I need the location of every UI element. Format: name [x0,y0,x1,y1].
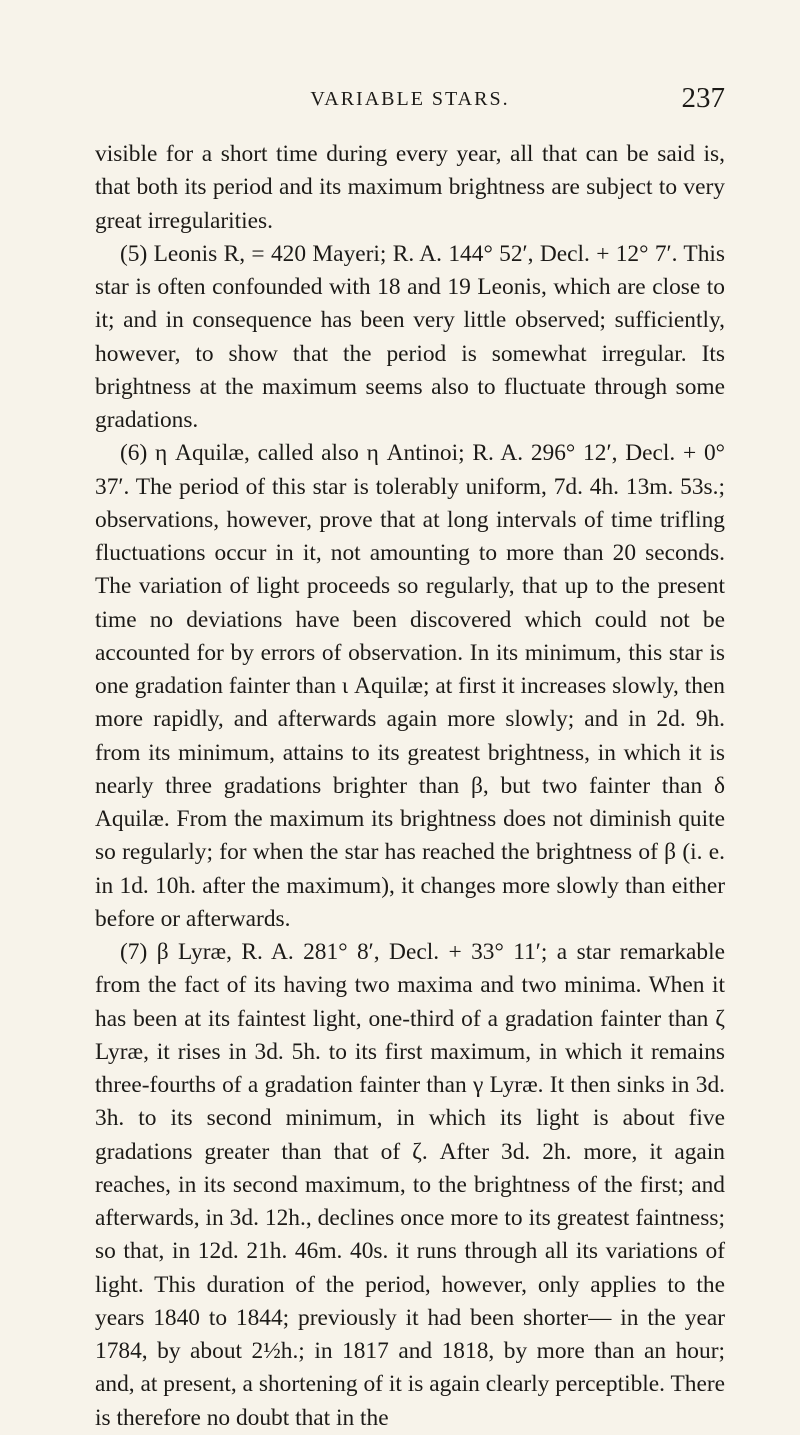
paragraph-beta-lyrae: (7) β Lyræ, R. A. 281° 8′, Decl. + 33° 11′; a star remarkable from the fact of its having two maxima and two minima. When it has been at its faintest light, one-third of a gradation fainter than ζ Lyræ, it rises in 3d. 5h. to its first maximum, in which it remains three-fourths of a gradation fainter than γ Lyræ. It then sinks in 3d. 3h. to its second minimum, in which its light is about five gradations greater than that of ζ. After 3d. 2h. more, it again reaches, in its second maximum, to the brightness of the first; and afterwards, in 3d. 12h., declines once more to its greatest faintness; so that, in 12d. 21h. 46m. 40s. it runs through all its variations of light. This duration of the period, however, only applies to the years 1840 to 1844; previously it had been shorter— in the year 1784, by about 2½h.; in 1817 and 1818, by more than an hour; and, at present, a shortening of it is again clearly perceptible. There is therefore no doubt that in the [95,939,725,1431]
running-head [95,78,725,118]
body-text [95,138,725,1435]
paragraph-continuation: visible for a short time during every year, all that can be said is, that both its period and its maximum brightness are subject to very great irregularities. [95,141,725,234]
paragraph-eta-aquilae: (6) η Aquilæ, called also η Antinoi; R. A. 296° 12′, Decl. + 0° 37′. The period of this star is tolerably uniform, 7d. 4h. 13m. 53s.; observations, however, prove that at long intervals of time trifling fluctuations occur in it, not amounting to more than 20 seconds. The variation of light proceeds so regularly, that up to the present time no deviations have been discovered which could not be accounted for by errors of observation. In its minimum, this star is one gradation fainter than ι Aquilæ; at first it increases slowly, then more rapidly, and afterwards again more slowly; and in 2d. 9h. from its minimum, attains to its greatest brightness, in which it is nearly three gradations brighter than β, but two fainter than δ Aquilæ. From the maximum its brightness does not diminish quite so regularly; for when the star has reached the brightness of β (i. e. in 1d. 10h. after the maximum), it changes more slowly than either before or afterwards. [95,440,725,932]
page-number: 237 [681,82,725,114]
running-title: VARIABLE STARS. [310,88,510,110]
paragraph-leonis-r: (5) Leonis R, = 420 Mayeri; R. A. 144° 52′, Decl. + 12° 7′. This star is often confounded with 18 and 19 Leonis, which are close to it; and in consequence has been very little observed; sufficiently, however, to show that the period is somewhat irregular. Its brightness at the maximum seems also to fluctuate through some gradations. [95,240,725,433]
